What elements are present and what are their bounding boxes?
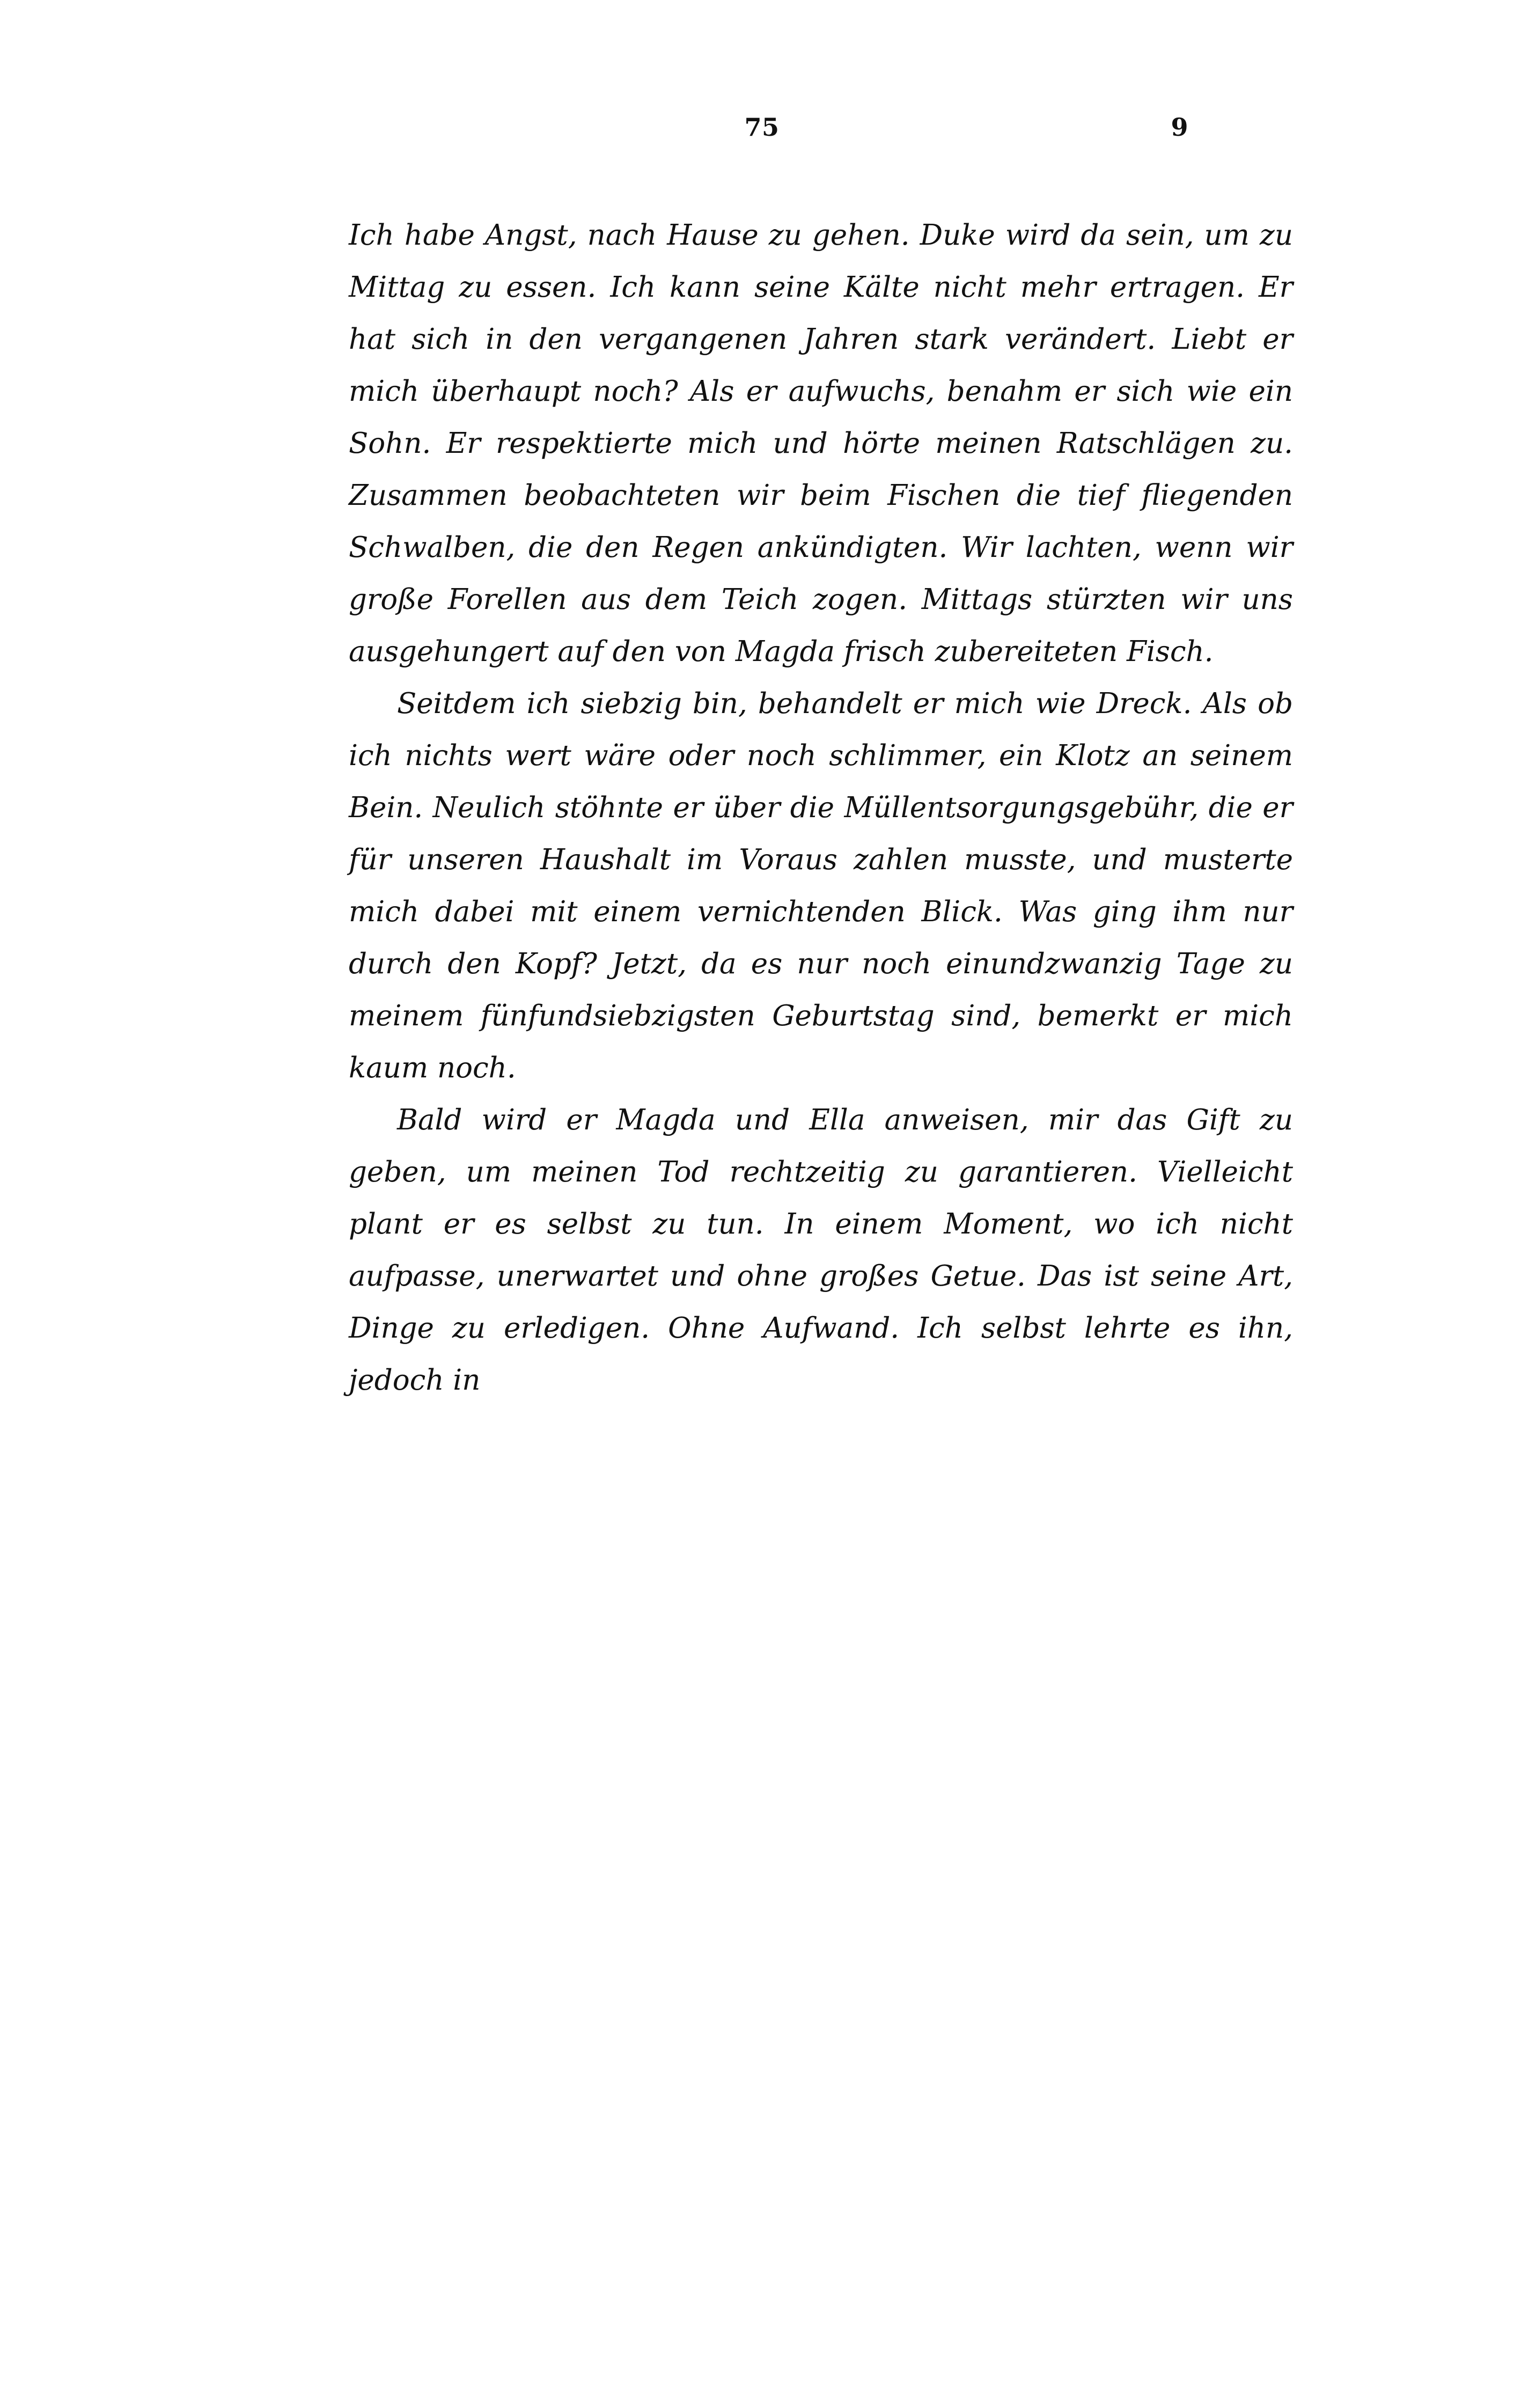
body-text [349, 209, 1293, 1406]
paragraph: Ich habe Angst, nach Hause zu gehen. Duke wird da sein, um zu Mittag zu essen. Ich kann seine Kälte nicht mehr ertragen. Er hat sich in den vergangenen Jahren stark verändert. Liebt er mich überhaupt noch? Als er aufwuchs, benahm er sich wie ein Sohn. Er respektierte mich und hörte meinen Ratschlägen zu. Zusammen beobachteten wir beim Fischen die tief fliegenden Schwalben, die den Regen ankündigten. Wir lachten, wenn wir große Forellen aus dem Teich zogen. Mittags stürzten wir uns ausgehungert auf den von Magda frisch zubereiteten Fisch. [349, 219, 1293, 668]
paragraph: Seitdem ich siebzig bin, behandelt er mich wie Dreck. Als ob ich nichts wert wäre oder noch schlimmer, ein Klotz an seinem Bein. Neulich stöhnte er über die Müllentsorgungsgebühr, die er für unseren Haushalt im Voraus zahlen musste, und musterte mich dabei mit einem vernichtenden Blick. Was ging ihm nur durch den Kopf? Jetzt, da es nur noch einundzwanzig Tage zu meinem fünfundsiebzigsten Geburtstag sind, bemerkt er mich kaum noch. [349, 687, 1293, 1084]
page-number: 9 [1171, 113, 1188, 142]
paragraph: Bald wird er Magda und Ella anweisen, mir das Gift zu geben, um meinen Tod rechtzeitig zu garantieren. Vielleicht plant er es selbst zu tun. In einem Moment, wo ich nicht aufpasse, unerwartet und ohne großes Getue. Das ist seine Art, Dinge zu erledigen. Ohne Aufwand. Ich selbst lehrte es ihn, jedoch in [349, 1104, 1293, 1397]
chapter-number: 75 [744, 113, 780, 142]
page-header [0, 113, 1521, 156]
